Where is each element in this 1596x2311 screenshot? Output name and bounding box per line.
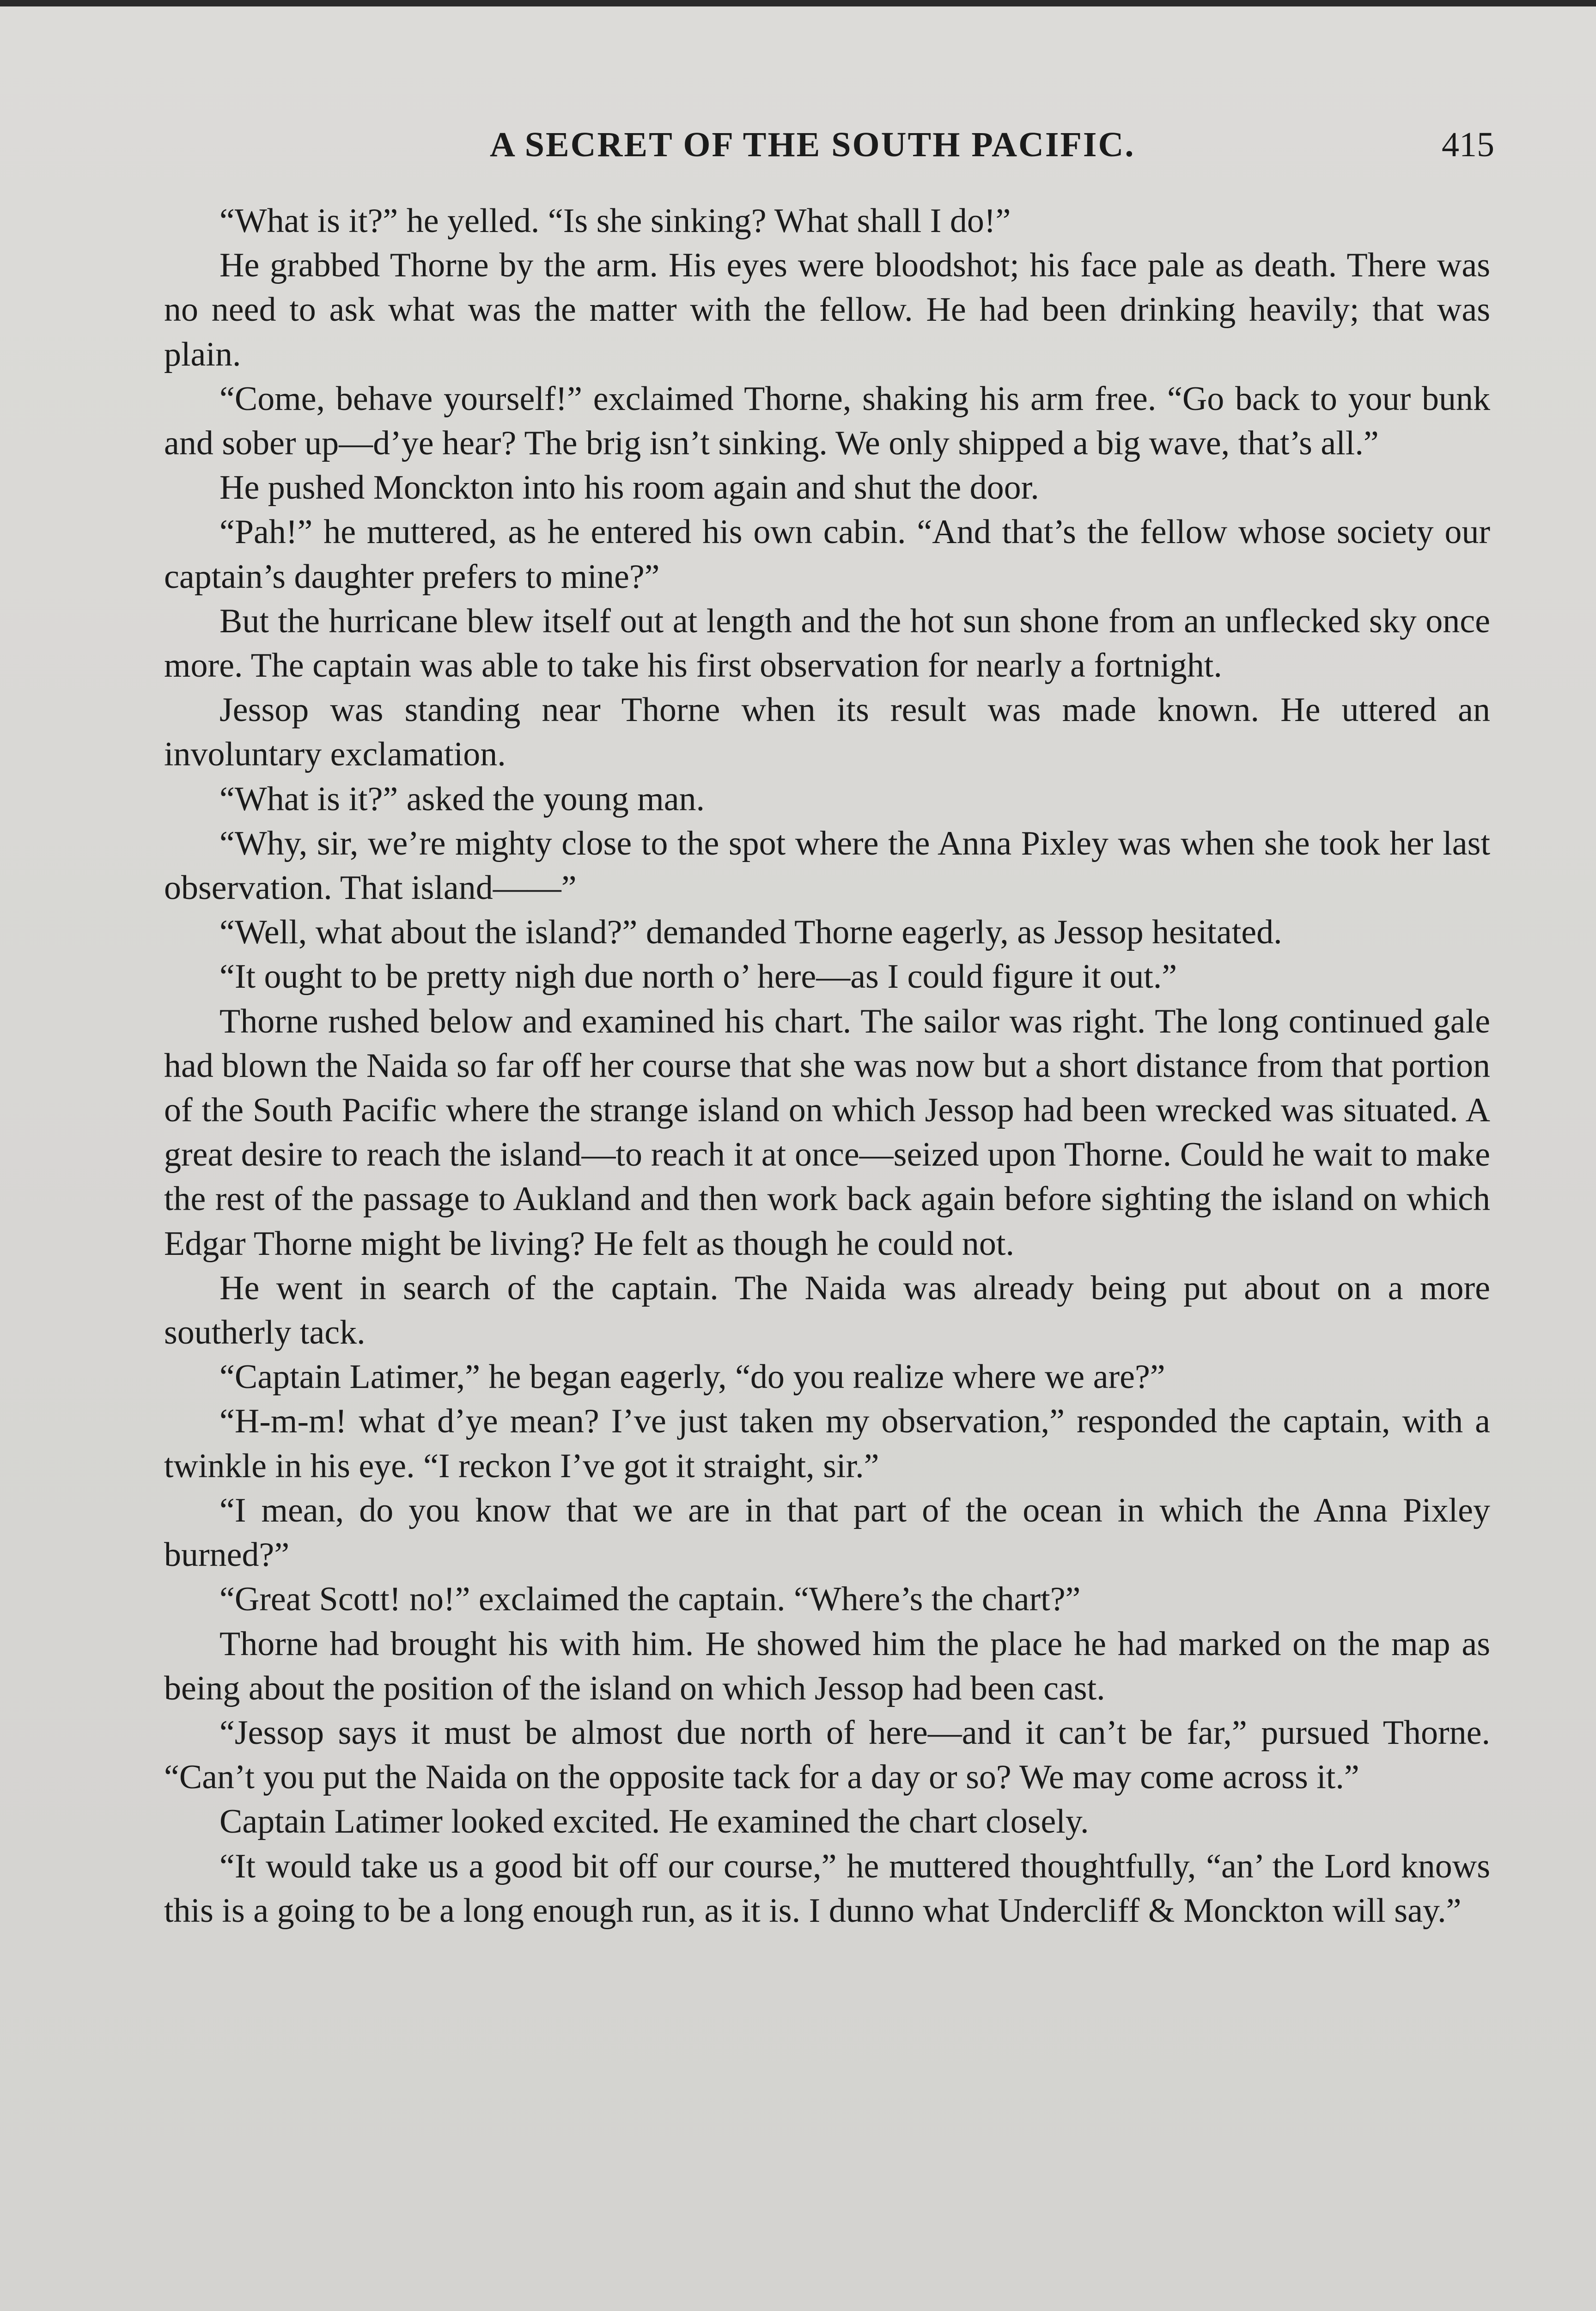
paragraph: Thorne had brought his with him. He showed him the place he had marked on the map as being about the position of the island on which Jessop had been cast.	[164, 1625, 1490, 1707]
paragraph: Thorne rushed below and examined his chart. The sailor was right. The long continued gale had blown the Naida so far off her course that she was now but a short distance from that portion of the South Pacific where the strange island on which Jessop had been wrecked was situated. A great desire to reach the island—to reach it at once—seized upon Thorne. Could he wait to make the rest of the passage to Aukland and then work back again before sighting the island on which Edgar Thorne might be living? He felt as though he could not.	[164, 1002, 1490, 1263]
paragraph: “Great Scott! no!” exclaimed the captain. “Where’s the chart?”	[219, 1580, 1081, 1619]
paragraph: “Come, behave yourself!” exclaimed Thorne, shaking his arm free. “Go back to your bunk and sober up—d’ye hear? The brig isn’t sinking. We only shipped a big wave, that’s all.”	[164, 379, 1490, 463]
page-top-edge	[0, 0, 1596, 6]
paragraph: “Why, sir, we’re mighty close to the spot where the Anna Pixley was when she took her last observation. That island——”	[164, 824, 1490, 907]
paragraph: “I mean, do you know that we are in that part of the ocean in which the Anna Pixley burned?”	[164, 1491, 1490, 1574]
paragraph: But the hurricane blew itself out at length and the hot sun shone from an unflecked sky once more. The captain was able to take his first observation for nearly a fortnight.	[164, 602, 1490, 685]
paragraph: “What is it?” he yelled. “Is she sinking? What shall I do!”	[219, 202, 1011, 240]
paragraph: Jessop was standing near Thorne when its result was made known. He uttered an involuntary exclamation.	[164, 691, 1490, 774]
paragraph: He pushed Monckton into his room again and shut the door.	[219, 469, 1039, 507]
page-number: 415	[1442, 125, 1494, 164]
paragraph: “Captain Latimer,” he began eagerly, “do you realize where we are?”	[219, 1358, 1165, 1396]
paragraph: “It would take us a good bit off our course,” he muttered thoughtfully, “an’ the Lord knows this is a going to be a long enough run, as it is. I dunno what Undercliff & Monckton will say.”	[164, 1847, 1490, 1930]
paragraph: “It ought to be pretty nigh due north o’ here—as I could figure it out.”	[219, 958, 1177, 996]
paragraph: He grabbed Thorne by the arm. His eyes were bloodshot; his face pale as death. There was no need to ask what was the matter with the fellow. He had been drinking heavily; that was plain.	[164, 246, 1490, 373]
paragraph: “Well, what about the island?” demanded Thorne eagerly, as Jessop hesitated.	[219, 913, 1282, 952]
body-text	[164, 199, 1490, 1933]
paragraph: He went in search of the captain. The Naida was already being put about on a more southerly tack.	[164, 1269, 1490, 1352]
paragraph: “What is it?” asked the young man.	[219, 780, 705, 818]
paragraph: “Jessop says it must be almost due north of here—and it can’t be far,” pursued Thorne. “Can’t you put the Naida on the opposite tack for a day or so? We may come across it.”	[164, 1713, 1490, 1797]
paragraph: “Pah!” he muttered, as he entered his own cabin. “And that’s the fellow whose society our captain’s daughter prefers to mine?”	[164, 513, 1490, 596]
paragraph: “H-m-m! what d’ye mean? I’ve just taken my observation,” responded the captain, with a twinkle in his eye. “I reckon I’ve got it straight, sir.”	[164, 1402, 1490, 1485]
paragraph: Captain Latimer looked excited. He examined the chart closely.	[219, 1803, 1089, 1841]
running-title: A SECRET OF THE SOUTH PACIFIC.	[490, 125, 1135, 164]
